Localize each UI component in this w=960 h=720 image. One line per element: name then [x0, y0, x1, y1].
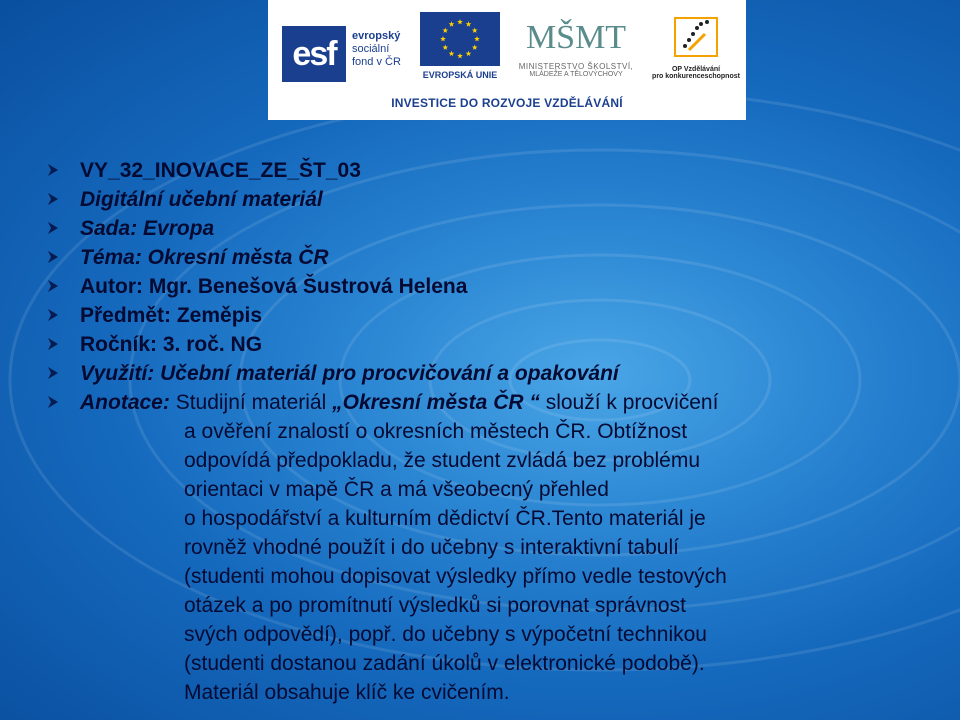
arrow-bullet-icon: [46, 250, 60, 264]
esf-caption: [352, 30, 412, 69]
arrow-bullet-icon: [46, 337, 60, 351]
annotation-line: orientaci v mapě ČR a má všeobecný přehled: [184, 478, 609, 501]
arrow-bullet-icon: [46, 366, 60, 380]
esf-caption-line3: fond v ČR: [352, 56, 401, 68]
annotation-line: rovněž vhodné použít i do učebny s interaktivní tabulí: [184, 536, 679, 559]
list-item-text: Využití: Učební materiál pro procvičování a opakování: [80, 362, 619, 385]
banner-invest-caption: INVESTICE DO ROZVOJE VZDĚLÁVÁNÍ: [391, 96, 623, 110]
msmt-caption-line1: MINISTERSTVO ŠKOLSTVÍ,: [518, 62, 634, 71]
annotation-line: (studenti mohou dopisovat výsledky přímo vedle testových: [184, 565, 727, 588]
op-logo-icon: [667, 14, 725, 60]
list-item-set: [46, 214, 926, 243]
slide-content: [46, 156, 926, 707]
eu-logo-block: [418, 12, 502, 92]
arrow-bullet-icon: [46, 221, 60, 235]
op-logo-block: [652, 14, 740, 94]
op-caption-line1: OP Vzdělávání: [671, 66, 721, 73]
list-item-text: Ročník: 3. roč. NG: [80, 333, 263, 356]
arrow-bullet-icon: [46, 395, 60, 409]
annotation-post: slouží k procvičení: [539, 391, 719, 414]
arrow-bullet-icon: [46, 308, 60, 322]
annotation-line: Materiál obsahuje klíč ke cvičením.: [184, 681, 510, 704]
annotation-line: otázek a po promítnutí výsledků si porovnat správnost: [184, 594, 686, 617]
list-item-annotation: [46, 388, 926, 417]
arrow-bullet-icon: [46, 279, 60, 293]
esf-caption-line2: sociální: [352, 43, 390, 55]
esf-logo-block: [282, 18, 408, 90]
esf-caption-line1: evropský: [352, 30, 401, 42]
list-item-text: Digitální učební materiál: [80, 188, 323, 211]
msmt-logo-mark: MŠMT: [525, 19, 627, 56]
list-item-subject: [46, 301, 926, 330]
annotation-title: „Okresní města ČR “: [332, 391, 540, 414]
annotation-pre: Studijní materiál: [169, 391, 333, 414]
eu-label: EVROPSKÁ UNIE: [422, 70, 498, 80]
list-item-grade: [46, 330, 926, 359]
annotation-description: [46, 417, 926, 707]
list-item-code: [46, 156, 926, 185]
annotation-line: odpovídá předpokladu, že student zvládá bez problému: [184, 449, 701, 472]
list-item-text: VY_32_INOVACE_ZE_ŠT_03: [80, 159, 361, 182]
list-item-text: Autor: Mgr. Benešová Šustrová Helena: [80, 275, 468, 298]
list-item-text: Sada: Evropa: [80, 217, 215, 240]
annotation-line: o hospodářství a kulturním dědictví ČR.Tento materiál je: [184, 507, 706, 530]
msmt-logo-icon: [525, 12, 627, 58]
arrow-bullet-icon: [46, 192, 60, 206]
annotation-line: svých odpovědí), popř. do učebny s výpočetní technikou: [184, 623, 707, 646]
list-item-topic: [46, 243, 926, 272]
list-item-usage: [46, 359, 926, 388]
arrow-bullet-icon: [46, 163, 60, 177]
logo-banner: [268, 0, 746, 120]
op-caption-line2: pro konkurenceschopnost: [652, 73, 740, 80]
list-item-author: [46, 272, 926, 301]
eu-flag-icon: [420, 12, 500, 66]
msmt-caption-line2: MLÁDEŽE A TĚLOVÝCHOVY: [529, 71, 623, 78]
list-item-text: Téma: Okresní města ČR: [80, 246, 329, 269]
annotation-line: a ověření znalostí o okresních městech ČR. Obtížnost: [184, 420, 688, 443]
annotation-label: Anotace:: [80, 391, 170, 414]
esf-logo: esf: [282, 26, 346, 82]
msmt-logo-block: [508, 12, 644, 92]
list-item-text: Předmět: Zeměpis: [80, 304, 263, 327]
annotation-line: (studenti dostanou zadání úkolů v elektronické podobě).: [184, 652, 705, 675]
list-item-type: [46, 185, 926, 214]
